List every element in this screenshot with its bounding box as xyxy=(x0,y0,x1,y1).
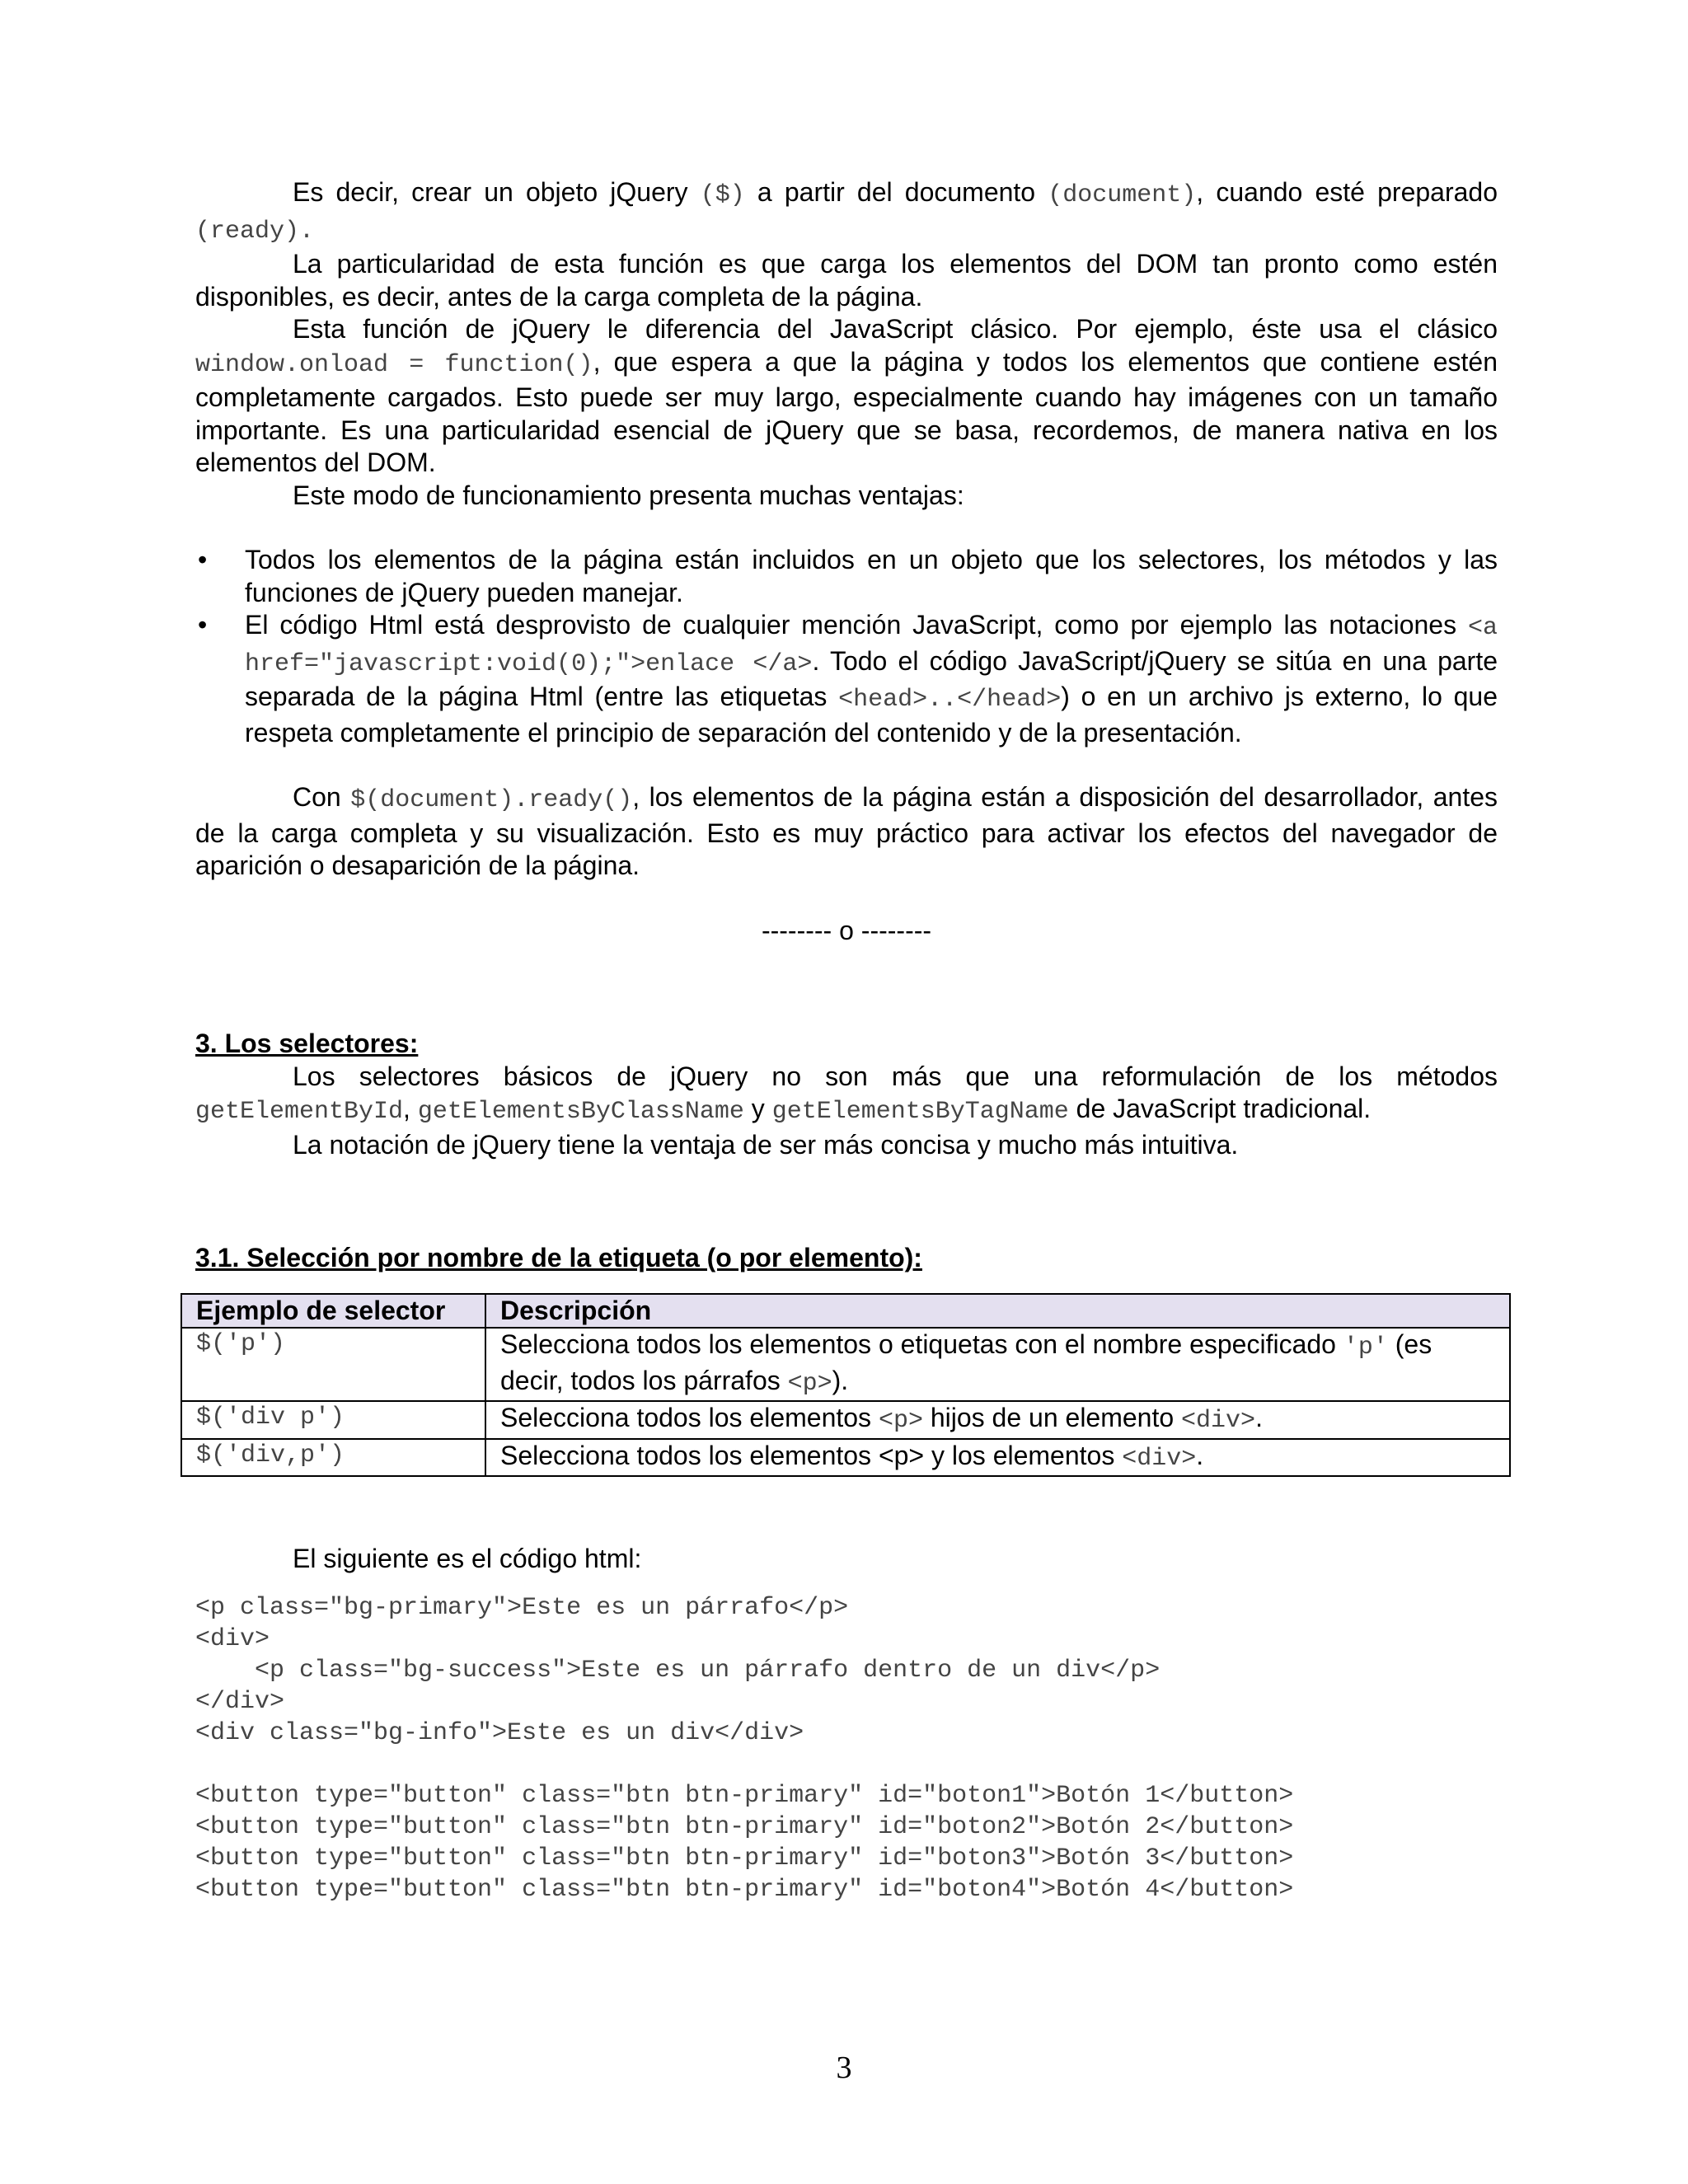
inline-code: getElementsByClassName xyxy=(417,1098,744,1126)
selector-cell: $('div p') xyxy=(181,1401,485,1439)
section-heading-tag-selection: 3.1. Selección por nombre de la etiqueta (o por elemento): xyxy=(195,1243,922,1272)
paragraph-document-ready xyxy=(195,781,1498,883)
paragraph-ready xyxy=(195,176,1498,248)
text: , los elementos de la página están a disposición del desarrollador, antes de la carga completa y su visualización. Esto es muy práctico para activar los efectos del navegador de aparición o desaparición de la página. xyxy=(195,782,1498,880)
column-header: Ejemplo de selector xyxy=(181,1294,485,1329)
table-header-row xyxy=(181,1294,1510,1329)
paragraph-advantages-intro: Este modo de funcionamiento presenta muchas ventajas: xyxy=(293,480,964,510)
table-row xyxy=(181,1328,1510,1401)
paragraph-notation: La notación de jQuery tiene la ventaja de ser más concisa y mucho más intuitiva. xyxy=(293,1129,1239,1160)
text: Los selectores básicos de jQuery no son más que una reformulación de los métodos xyxy=(293,1061,1498,1091)
code-line: <button type="button" class="btn btn-primary" id="boton1">Botón 1</button> xyxy=(195,1781,1294,1810)
text: Selecciona todos los elementos <p> y los elementos xyxy=(500,1440,1123,1470)
inline-code: getElementsByTagName xyxy=(771,1098,1069,1126)
text: Es decir, crear un objeto jQuery xyxy=(293,177,701,207)
paragraph-dom-loading: La particularidad de esta función es que carga los elementos del DOM tan pronto como estén disponibles, es decir, antes de la carga completa de la página. xyxy=(195,249,1498,312)
text: . xyxy=(1255,1403,1263,1432)
text: a partir del documento xyxy=(744,177,1048,207)
text: Esta función de jQuery le diferencia del JavaScript clásico. Por ejemplo, éste usa el clásico xyxy=(293,314,1498,344)
page-content xyxy=(195,176,1498,1905)
paragraph-selectors xyxy=(195,1061,1498,1129)
inline-code: <p> xyxy=(787,1369,832,1398)
text: . Todo el código JavaScript/jQuery se sitúa en una parte separada de la página Html (entre las etiquetas xyxy=(245,645,1498,711)
column-header: Descripción xyxy=(485,1294,1510,1329)
inline-code: <div> xyxy=(1122,1444,1197,1473)
section-separator: -------- o -------- xyxy=(761,915,932,945)
list-item xyxy=(195,609,1498,749)
inline-code: (document) xyxy=(1048,181,1197,209)
inline-code: <div> xyxy=(1181,1407,1256,1435)
inline-code: $(document).ready() xyxy=(350,786,633,814)
inline-code: (ready). xyxy=(195,217,315,246)
advantages-list xyxy=(195,544,1498,749)
code-line: <button type="button" class="btn btn-primary" id="boton4">Botón 4</button> xyxy=(195,1875,1294,1904)
paragraph-code-intro: El siguiente es el código html: xyxy=(293,1544,642,1573)
code-line: <div class="bg-info">Este es un div</div> xyxy=(195,1718,804,1747)
text: Selecciona todos los elementos o etiquetas con el nombre especificado xyxy=(500,1329,1343,1359)
text: (es decir, todos los párrafos xyxy=(500,1329,1432,1395)
section-heading-selectors: 3. Los selectores: xyxy=(195,1029,419,1058)
description-cell xyxy=(485,1328,1510,1401)
inline-code: <a href="javascript:void(0);">enlace </a> xyxy=(245,614,1498,678)
inline-code: 'p' xyxy=(1343,1333,1388,1361)
bullet-icon: • xyxy=(198,610,208,640)
paragraph-classic-js xyxy=(195,313,1498,480)
text: . xyxy=(1196,1440,1204,1470)
inline-code: <p> xyxy=(878,1407,923,1435)
table-row xyxy=(181,1439,1510,1477)
text: hijos de un elemento xyxy=(922,1403,1182,1432)
text: y xyxy=(743,1094,772,1123)
inline-code: getElementById xyxy=(195,1098,404,1126)
inline-code: <head>..</head> xyxy=(838,686,1062,714)
code-line: <p class="bg-primary">Este es un párrafo</p> xyxy=(195,1593,849,1622)
selector-cell: $('div,p') xyxy=(181,1439,485,1477)
text: , cuando esté preparado xyxy=(1196,177,1498,207)
text: , xyxy=(403,1094,418,1123)
description-cell xyxy=(485,1401,1510,1439)
code-block xyxy=(195,1592,1498,1905)
text: de JavaScript tradicional. xyxy=(1068,1094,1372,1123)
text: Selecciona todos los elementos xyxy=(500,1403,879,1432)
text: ). xyxy=(832,1365,849,1395)
code-line: <div> xyxy=(195,1624,270,1653)
code-line: </div> xyxy=(195,1687,285,1716)
code-line: <button type="button" class="btn btn-primary" id="boton3">Botón 3</button> xyxy=(195,1844,1294,1872)
table-row xyxy=(181,1401,1510,1439)
text: , que espera a que la página y todos los elementos que contiene estén completamente cargados. Esto puede ser muy largo, especialmente cuando hay imágenes con un tamaño importante. Es una particularidad esencial de jQuery que se basa, recordemos, de manera nativa en los elementos del DOM. xyxy=(195,346,1498,477)
selector-cell: $('p') xyxy=(181,1328,485,1401)
list-item xyxy=(195,544,1498,609)
text: Con xyxy=(293,782,351,812)
text: Todos los elementos de la página están incluidos en un objeto que los selectores, los métodos y las funciones de jQuery pueden manejar. xyxy=(245,545,1498,607)
bullet-icon: • xyxy=(198,545,208,574)
text: ) o en un archivo js externo, lo que respeta completamente el principio de separación del contenido y de la presentación. xyxy=(245,682,1498,748)
page-number: 3 xyxy=(836,2050,852,2085)
inline-code: ($) xyxy=(700,181,745,209)
inline-code: window.onload = function() xyxy=(195,350,593,379)
description-cell xyxy=(485,1439,1510,1477)
code-line: <p class="bg-success">Este es un párrafo dentro de un div</p> xyxy=(195,1656,1160,1685)
code-line: <button type="button" class="btn btn-primary" id="boton2">Botón 2</button> xyxy=(195,1812,1294,1841)
selector-table xyxy=(181,1293,1511,1478)
text: El código Html está desprovisto de cualquier mención JavaScript, como por ejemplo las notaciones xyxy=(245,610,1468,640)
